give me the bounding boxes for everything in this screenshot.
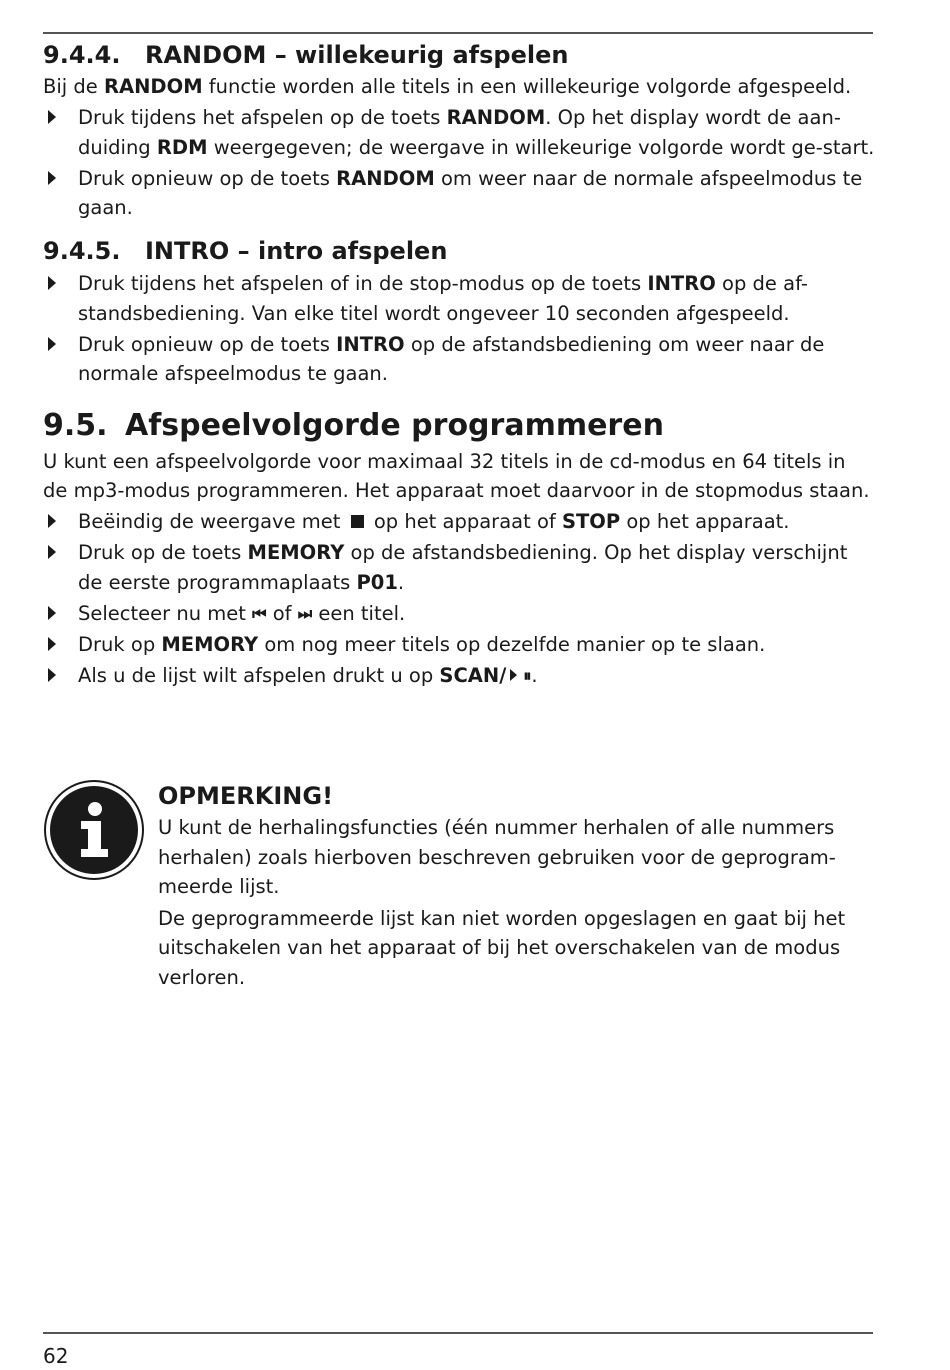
section-number: 9.4.5. <box>43 236 121 265</box>
info-icon <box>43 779 145 881</box>
play-icon <box>510 669 517 681</box>
bottom-rule <box>43 1332 873 1334</box>
list-item: Als u de lijst wilt afspelen drukt u op SCAN/ ⏸. <box>43 661 875 691</box>
heading-9-4-4 <box>43 38 875 72</box>
section-title: RANDOM – willekeurig afspelen <box>145 41 569 69</box>
top-rule <box>43 32 873 34</box>
bullet-arrow-icon <box>48 514 56 528</box>
stop-icon <box>351 515 364 528</box>
page-content <box>43 38 875 690</box>
list-item: Druk tijdens het afspelen op de toets RANDOM. Op het display wordt de aan-duiding RDM weergegeven; de weergave in willekeurige volgorde wordt ge-start. <box>43 103 875 162</box>
bullet-arrow-icon <box>48 606 56 620</box>
random-steps <box>43 103 875 223</box>
page-number: 62 <box>43 1344 69 1368</box>
bullet-arrow-icon <box>48 337 56 351</box>
note-paragraph: U kunt de herhalingsfuncties (één nummer herhalen of alle nummers herhalen) zoals hierboven beschreven gebruiken voor de geprogram-meerde lijst. <box>158 816 836 898</box>
bullet-arrow-icon <box>48 110 56 124</box>
program-intro: U kunt een afspeelvolgorde voor maximaal 32 titels in de cd-modus en 64 titels in de mp3-modus programmeren. Het apparaat moet daarvoor in de stopmodus staan. <box>43 449 870 502</box>
list-item: Druk op de toets MEMORY op de afstandsbediening. Op het display verschijnt de eerste programmaplaats P01. <box>43 538 875 597</box>
bullet-arrow-icon <box>48 276 56 290</box>
list-item: Beëindig de weergave met op het apparaat of STOP op het apparaat. <box>43 507 875 537</box>
intro-steps <box>43 269 875 389</box>
list-item: Druk opnieuw op de toets RANDOM om weer naar de normale afspeelmodus te gaan. <box>43 164 875 223</box>
bullet-arrow-icon <box>48 668 56 682</box>
note-title: OPMERKING! <box>158 782 334 810</box>
program-steps <box>43 507 875 690</box>
list-item: Selecteer nu met ⏮ of ⏭ een titel. <box>43 599 875 629</box>
heading-9-5 <box>43 405 875 447</box>
bullet-arrow-icon <box>48 637 56 651</box>
section-title: Afspeelvolgorde programmeren <box>125 407 664 443</box>
section-number: 9.4.4. <box>43 41 121 69</box>
bullet-arrow-icon <box>48 171 56 185</box>
note-paragraph: De geprogrammeerde lijst kan niet worden opgeslagen en gaat bij het uitschakelen van het apparaat of bij het overschakelen van de modus verloren. <box>158 906 846 989</box>
note-box <box>43 779 875 992</box>
note-body <box>158 779 875 992</box>
section-title: INTRO – intro afspelen <box>145 236 448 265</box>
list-item: Druk tijdens het afspelen of in de stop-modus op de toets INTRO op de af-standsbediening. Van elke titel wordt ongeveer 10 seconden afgespeeld. <box>43 269 875 328</box>
list-item: Druk opnieuw op de toets INTRO op de afstandsbediening om weer naar de normale afspeelmodus te gaan. <box>43 330 875 389</box>
list-item: Druk op MEMORY om nog meer titels op dezelfde manier op te slaan. <box>43 630 875 660</box>
pause-icon: ⏸ <box>523 665 532 685</box>
heading-9-4-5 <box>43 234 875 268</box>
bullet-arrow-icon <box>48 545 56 559</box>
skip-forward-icon: ⏭ <box>297 603 313 623</box>
skip-back-icon: ⏮ <box>252 603 267 623</box>
section-number: 9.5. <box>43 407 108 443</box>
random-intro: Bij de RANDOM functie worden alle titels in een willekeurige volgorde afgespeeld. <box>43 75 852 98</box>
